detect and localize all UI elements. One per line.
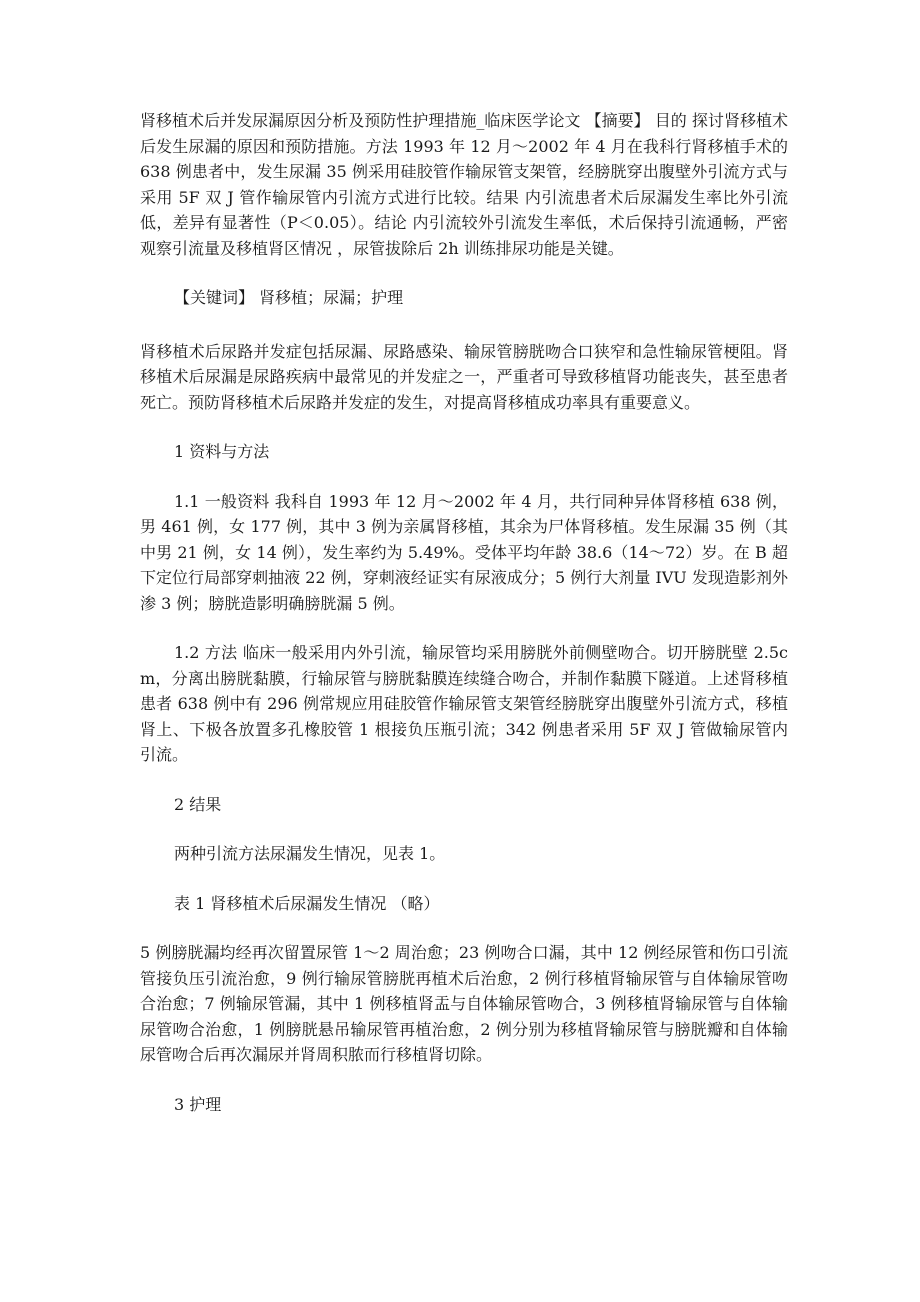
section-1-2-paragraph: 1.2 方法 临床一般采用内外引流，输尿管均采用膀胱外前侧壁吻合。切开膀胱壁 2.5cm，分离出膀胱黏膜，行输尿管与膀胱黏膜连续缝合吻合，并制作黏膜下隧道。上述肾移植患者 638 例中有 296 例常规应用硅胶管作输尿管支架管经膀胱穿出腹壁外引流方式，移植肾上、下极各放置多孔橡胶管 1 根接负压瓶引流；342 例患者采用 5F 双 J 管做输尿管内引流。: [140, 643, 788, 764]
keywords-paragraph: 【关键词】 肾移植；尿漏；护理: [174, 288, 404, 307]
article-body: [140, 108, 788, 1141]
section-1-1-paragraph: 1.1 一般资料 我科自 1993 年 12 月～2002 年 4 月，共行同种异体肾移植 638 例，男 461 例，女 177 例，其中 3 例为亲属肾移植，其余为尸体肾移植。发生尿漏 35 例（其中男 21 例，女 14 例），发生率约为 5.49%。受体平均年龄 38.6（14～72）岁。在 B 超下定位行局部穿刺抽液 22 例，穿刺液经证实有尿液成分；5 例行大剂量 IVU 发现造影剂外渗 3 例；膀胱造影明确膀胱漏 5 例。: [140, 491, 788, 613]
table-1-caption: 表 1 肾移植术后尿漏发生情况 （略）: [174, 893, 440, 913]
title-abstract-paragraph: 肾移植术后并发尿漏原因分析及预防性护理措施_临床医学论文 【摘要】 目的 探讨肾移植术后发生尿漏的原因和预防措施。方法 1993 年 12 月～2002 年 4 月在我科行肾移植手术的 638 例患者中，发生尿漏 35 例采用硅胶管作输尿管支架管，经膀胱穿出腹壁外引流方式与采用 5F 双 J 管作输尿管内引流方式进行比较。结果 内引流患者术后尿漏发生率比外引流低，差异有显著性（P＜0.05）。结论 内引流较外引流发生率低，术后保持引流通畅，严密观察引流量及移植肾区情况 ，尿管拔除后 2h 训练排尿功能是关键。: [140, 111, 788, 258]
results-detail-paragraph: 5 例膀胱漏均经再次留置尿管 1～2 周治愈；23 例吻合口漏，其中 12 例经尿管和伤口引流管接负压引流治愈，9 例行输尿管膀胱再植术后治愈，2 例行移植肾输尿管与自体输尿管吻合治愈；7 例输尿管漏，其中 1 例移植肾盂与自体输尿管吻合，3 例移植肾输尿管与自体输尿管吻合治愈，1 例膀胱悬吊输尿管再植治愈，2 例分别为移植肾输尿管与膀胱瓣和自体输尿管吻合后再次漏尿并肾周积脓而行移植肾切除。: [140, 943, 788, 1064]
section-heading-2: 2 结果: [174, 794, 222, 814]
section-heading-1: 1 资料与方法: [174, 442, 270, 461]
results-intro-paragraph: 两种引流方法尿漏发生情况，见表 1。: [174, 844, 446, 863]
intro-paragraph: 肾移植术后尿路并发症包括尿漏、尿路感染、输尿管膀胱吻合口狭窄和急性输尿管梗阻。肾移植术后尿漏是尿路疾病中最常见的并发症之一，严重者可导致移植肾功能丧失，甚至患者死亡。预防肾移植术后尿路并发症的发生，对提高肾移植成功率具有重要意义。: [140, 341, 788, 412]
section-heading-3: 3 护理: [174, 1094, 222, 1114]
